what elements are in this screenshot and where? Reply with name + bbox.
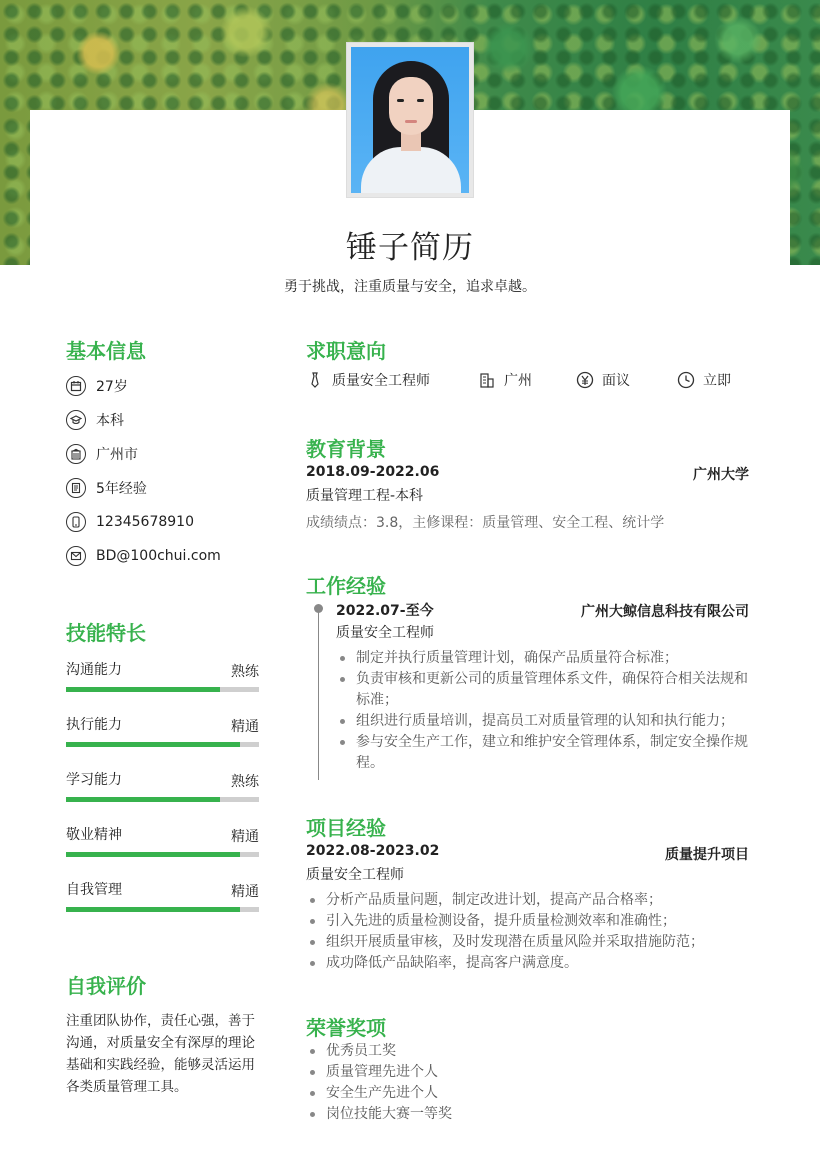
skill-level: 熟练	[231, 774, 259, 790]
info-age	[66, 375, 128, 397]
section-title-basic-info: 基本信息	[66, 339, 146, 363]
intent-city	[478, 369, 532, 391]
skill-level: 精通	[231, 884, 259, 900]
section-title-intent: 求职意向	[306, 339, 386, 363]
work-period: 2022.07-至今	[336, 603, 434, 619]
timeline-line	[318, 610, 319, 780]
info-experience	[66, 477, 147, 499]
work-role: 质量安全工程师	[336, 625, 434, 641]
work-bullet: 制定并执行质量管理计划，确保产品质量符合标准；	[336, 648, 750, 669]
skill-level: 精通	[231, 829, 259, 845]
skill-bar-fill	[66, 797, 220, 802]
building-icon	[66, 444, 86, 464]
honor-item: 岗位技能大赛一等奖	[306, 1104, 750, 1125]
project-bullet: 组织开展质量审核，及时发现潜在质量风险并采取措施防范；	[306, 932, 750, 953]
skill-bar	[66, 852, 259, 857]
skill-bar	[66, 687, 259, 692]
skill-bar	[66, 742, 259, 747]
education-major: 质量管理工程-本科	[306, 488, 424, 504]
intent-salary-text: 面议	[602, 373, 630, 389]
honor-item: 安全生产先进个人	[306, 1083, 750, 1104]
honor-item: 优秀员工奖	[306, 1041, 750, 1062]
document-icon	[66, 478, 86, 498]
yuan-icon	[576, 371, 594, 389]
work-bullet: 负责审核和更新公司的质量管理体系文件，确保符合相关法规和标准；	[336, 669, 750, 711]
info-city-text: 广州市	[96, 447, 138, 463]
skill-bar	[66, 907, 259, 912]
skill-name: 执行能力	[66, 717, 122, 733]
honors-list	[306, 1041, 750, 1125]
skill-level: 精通	[231, 719, 259, 735]
skill-bar-fill	[66, 687, 220, 692]
work-bullets	[336, 648, 750, 774]
intent-city-text: 广州	[504, 373, 532, 389]
section-title-skills: 技能特长	[66, 621, 146, 645]
honor-item: 质量管理先进个人	[306, 1062, 750, 1083]
mail-icon	[66, 546, 86, 566]
intent-availability-text: 立即	[703, 373, 731, 389]
project-role: 质量安全工程师	[306, 867, 404, 883]
section-title-project: 项目经验	[306, 816, 386, 840]
info-degree	[66, 409, 124, 431]
info-email-text: BD@100chui.com	[96, 548, 221, 564]
project-bullet: 分析产品质量问题，制定改进计划，提高产品合格率；	[306, 890, 750, 911]
info-experience-text: 5年经验	[96, 481, 147, 497]
project-bullets	[306, 890, 750, 974]
skill-name: 学习能力	[66, 772, 122, 788]
project-name: 质量提升项目	[665, 847, 749, 863]
education-school: 广州大学	[693, 467, 749, 483]
project-bullet: 引入先进的质量检测设备，提升质量检测效率和准确性；	[306, 911, 750, 932]
intent-position-text: 质量安全工程师	[332, 373, 430, 389]
skill-level: 熟练	[231, 664, 259, 680]
skill-bar-fill	[66, 852, 240, 857]
clock-icon	[677, 371, 695, 389]
phone-icon	[66, 512, 86, 532]
intent-salary	[576, 369, 630, 391]
section-title-self-eval: 自我评价	[66, 974, 146, 998]
profile-photo	[346, 42, 474, 198]
section-title-education: 教育背景	[306, 437, 386, 461]
skill-name: 沟通能力	[66, 662, 122, 678]
info-phone	[66, 511, 194, 533]
project-period: 2022.08-2023.02	[306, 843, 440, 859]
resume-motto: 勇于挑战，注重质量与安全，追求卓越。	[284, 279, 536, 295]
info-degree-text: 本科	[96, 413, 124, 429]
info-phone-text: 12345678910	[96, 514, 194, 530]
info-email	[66, 545, 221, 567]
section-title-work: 工作经验	[306, 574, 386, 598]
work-company: 广州大鲸信息科技有限公司	[581, 604, 749, 620]
skill-name: 自我管理	[66, 882, 122, 898]
self-eval-text: 注重团队协作，责任心强，善于沟通，对质量安全有深厚的理论基础和实践经验，能够灵活运用各类质量管理工具。	[66, 1013, 255, 1095]
tie-icon	[306, 371, 324, 389]
graduation-cap-icon	[66, 410, 86, 430]
timeline-dot	[314, 604, 323, 613]
info-city	[66, 443, 138, 465]
education-detail: 成绩绩点：3.8，主修课程：质量管理、安全工程、统计学	[306, 515, 665, 531]
calendar-icon	[66, 376, 86, 396]
intent-availability	[677, 369, 731, 391]
skill-bar	[66, 797, 259, 802]
work-bullet: 参与安全生产工作，建立和维护安全管理体系，制定安全操作规程。	[336, 732, 750, 774]
project-bullet: 成功降低产品缺陷率，提高客户满意度。	[306, 953, 750, 974]
info-age-text: 27岁	[96, 379, 128, 395]
section-title-honors: 荣誉奖项	[306, 1016, 386, 1040]
skill-name: 敬业精神	[66, 827, 122, 843]
intent-position	[306, 369, 430, 391]
building-icon	[478, 371, 496, 389]
skill-bar-fill	[66, 907, 240, 912]
resume-name: 锤子简历	[346, 230, 474, 266]
education-period: 2018.09-2022.06	[306, 464, 440, 480]
work-bullet: 组织进行质量培训，提高员工对质量管理的认知和执行能力；	[336, 711, 750, 732]
skill-bar-fill	[66, 742, 240, 747]
